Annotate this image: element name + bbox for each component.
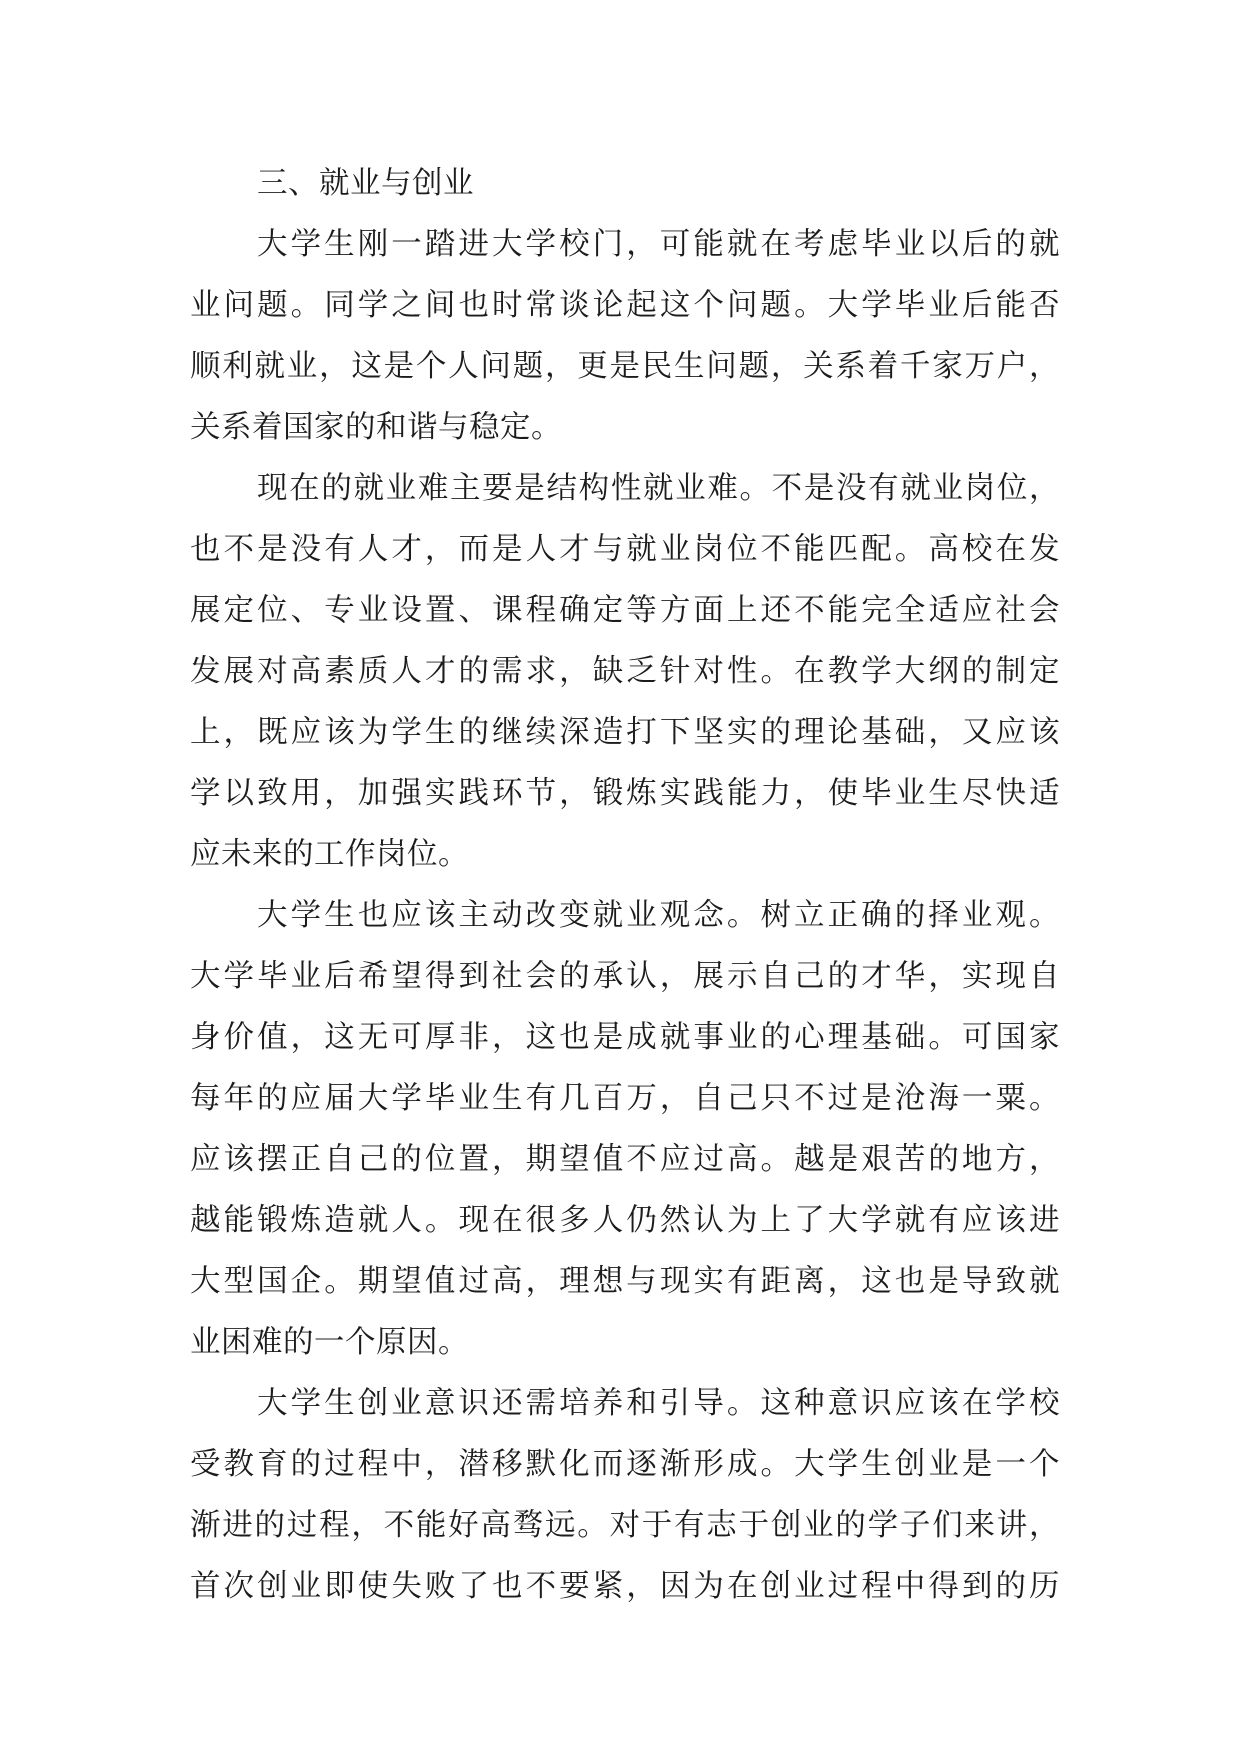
paragraph-4-line-1: 大学生创业意识还需培养和引导。这种意识应该在学校: [257, 1386, 1060, 1421]
paragraph-1-line-2: 业问题。同学之间也时常谈论起这个问题。大学毕业后能否: [190, 288, 1060, 323]
paragraph-2-line-6: 学以致用，加强实践环节，锻炼实践能力，使毕业生尽快适: [190, 776, 1060, 811]
paragraph-1-line-1: 大学生刚一踏进大学校门，可能就在考虑毕业以后的就: [257, 227, 1060, 262]
paragraph-4-line-4: 首次创业即使失败了也不要紧，因为在创业过程中得到的历: [190, 1569, 1060, 1604]
paragraph-2-line-3: 展定位、专业设置、课程确定等方面上还不能完全适应社会: [190, 593, 1060, 628]
paragraph-2-line-7: 应未来的工作岗位。: [190, 837, 469, 872]
document-body: [190, 153, 1060, 1617]
section-heading: 三、就业与创业: [257, 166, 474, 201]
paragraph-2-line-2: 也不是没有人才，而是人才与就业岗位不能匹配。高校在发: [190, 532, 1060, 567]
paragraph-3-line-7: 大型国企。期望值过高，理想与现实有距离，这也是导致就: [190, 1264, 1060, 1299]
paragraph-3-line-8: 业困难的一个原因。: [190, 1325, 469, 1360]
paragraph-3-line-2: 大学毕业后希望得到社会的承认，展示自己的才华，实现自: [190, 959, 1060, 994]
paragraph-2-line-1: 现在的就业难主要是结构性就业难。不是没有就业岗位，: [257, 471, 1060, 506]
paragraph-3-line-1: 大学生也应该主动改变就业观念。树立正确的择业观。: [257, 898, 1060, 933]
paragraph-3-line-6: 越能锻炼造就人。现在很多人仍然认为上了大学就有应该进: [190, 1203, 1060, 1238]
paragraph-1-line-4: 关系着国家的和谐与稳定。: [190, 410, 562, 445]
paragraph-2-line-5: 上，既应该为学生的继续深造打下坚实的理论基础，又应该: [190, 715, 1060, 750]
paragraph-4-line-3: 渐进的过程，不能好高骛远。对于有志于创业的学子们来讲，: [190, 1508, 1060, 1543]
paragraph-3-line-4: 每年的应届大学毕业生有几百万，自己只不过是沧海一粟。: [190, 1081, 1060, 1116]
paragraph-1-line-3: 顺利就业，这是个人问题，更是民生问题，关系着千家万户，: [190, 349, 1060, 384]
paragraph-3-line-3: 身价值，这无可厚非，这也是成就事业的心理基础。可国家: [190, 1020, 1060, 1055]
paragraph-2-line-4: 发展对高素质人才的需求，缺乏针对性。在教学大纲的制定: [190, 654, 1060, 689]
paragraph-3-line-5: 应该摆正自己的位置，期望值不应过高。越是艰苦的地方，: [190, 1142, 1060, 1177]
paragraph-4-line-2: 受教育的过程中，潜移默化而逐渐形成。大学生创业是一个: [190, 1447, 1060, 1482]
